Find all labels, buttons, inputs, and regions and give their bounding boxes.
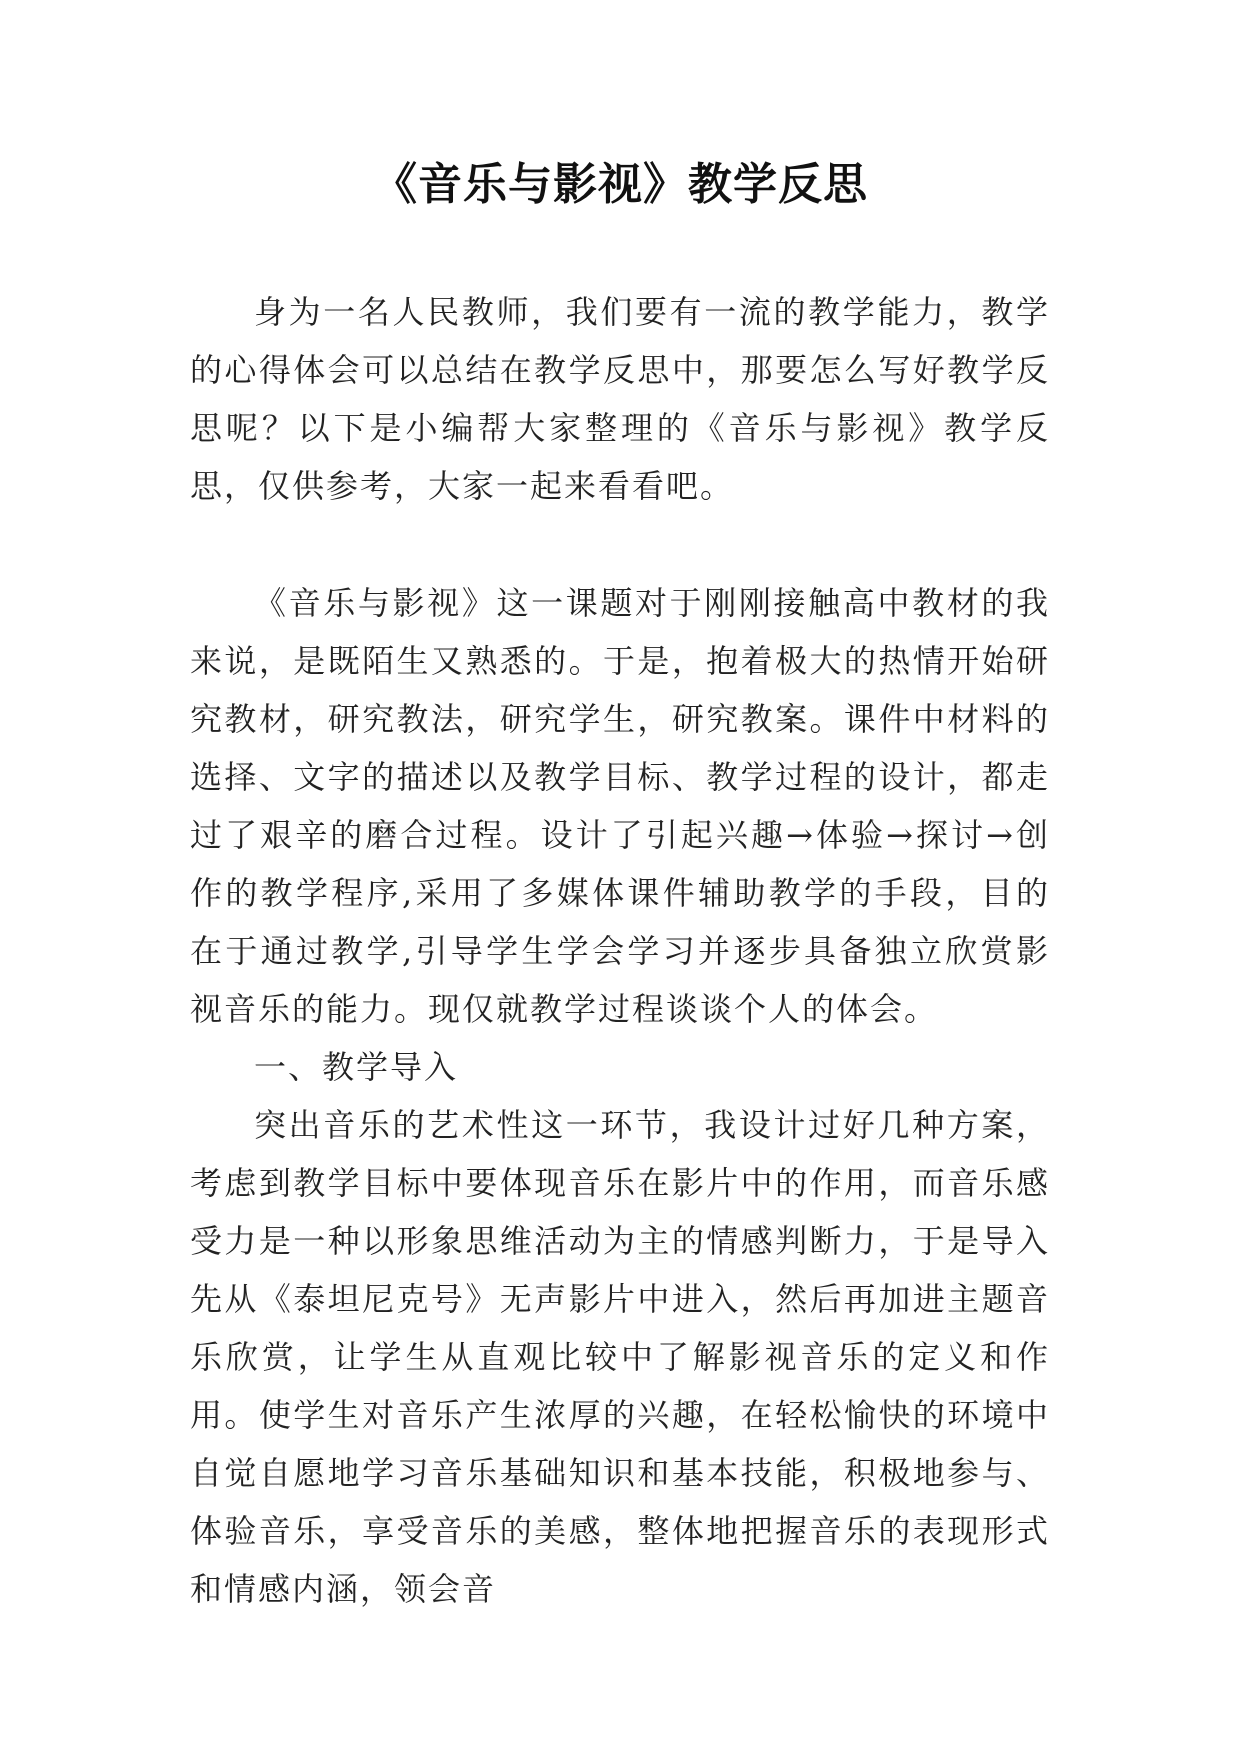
body-paragraph-1: 《音乐与影视》这一课题对于刚刚接触高中教材的我来说，是既陌生又熟悉的。于是，抱着极大的热情开始研究教材，研究教法，研究学生，研究教案。课件中材料的选择、文字的描述以及教学目标、教学过程的设计，都走过了艰辛的磨合过程。设计了引起兴趣→体验→探讨→创作的教学程序,采用了多媒体课件辅助教学的手段，目的在于通过教学,引导学生学会学习并逐步具备独立欣赏影视音乐的能力。现仅就教学过程谈谈个人的体会。 bbox=[190, 584, 1050, 1028]
intro-paragraph: 身为一名人民教师，我们要有一流的教学能力，教学的心得体会可以总结在教学反思中，那要怎么写好教学反思呢？以下是小编帮大家整理的《音乐与影视》教学反思，仅供参考，大家一起来看看吧。 bbox=[190, 293, 1050, 505]
section-heading: 一、教学导入 bbox=[254, 1048, 459, 1086]
main-section bbox=[190, 574, 1050, 1618]
document-title: 《音乐与影视》教学反思 bbox=[373, 159, 868, 210]
intro-section bbox=[190, 283, 1050, 515]
body-paragraph-2: 突出音乐的艺术性这一环节，我设计过好几种方案，考虑到教学目标中要体现音乐在影片中的作用，而音乐感受力是一种以形象思维活动为主的情感判断力，于是导入先从《泰坦尼克号》无声影片中进入，然后再加进主题音乐欣赏，让学生从直观比较中了解影视音乐的定义和作用。使学生对音乐产生浓厚的兴趣，在轻松愉快的环境中自觉自愿地学习音乐基础知识和基本技能，积极地参与、体验音乐，享受音乐的美感，整体地把握音乐的表现形式和情感内涵，领会音 bbox=[190, 1106, 1050, 1608]
